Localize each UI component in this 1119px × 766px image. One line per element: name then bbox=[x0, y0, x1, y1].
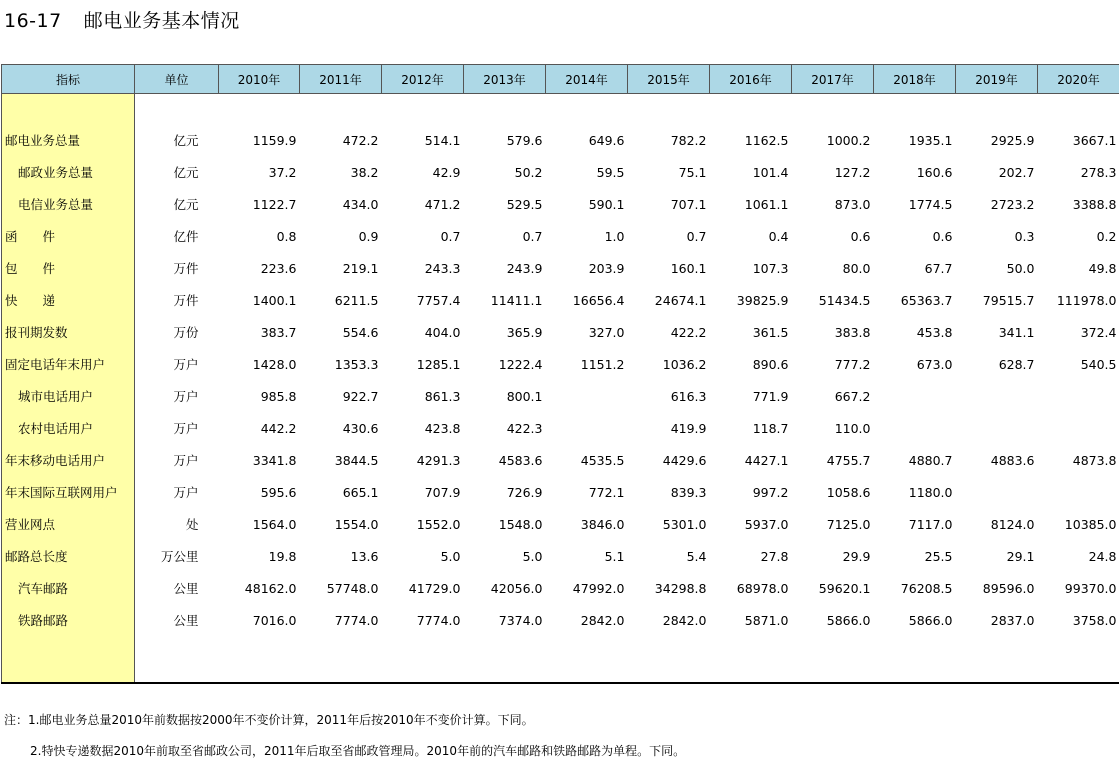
value-cell: 472.2 bbox=[342, 132, 379, 148]
value-cell: 5.0 bbox=[522, 548, 543, 564]
value-cell bbox=[546, 380, 628, 412]
spacer-cell bbox=[628, 94, 710, 125]
value-cell: 1162.5 bbox=[744, 132, 789, 148]
value-cell bbox=[1038, 412, 1119, 444]
value-cell: 5.1 bbox=[604, 548, 625, 564]
value-cell: 65363.7 bbox=[900, 292, 953, 308]
unit-cell: 万公里 bbox=[160, 549, 199, 564]
value-cell: 383.8 bbox=[834, 324, 871, 340]
value-cell: 38.2 bbox=[350, 164, 379, 180]
value-cell: 782.2 bbox=[670, 132, 707, 148]
spacer-row bbox=[2, 636, 1119, 683]
value-cell: 10385.0 bbox=[1064, 516, 1117, 532]
value-cell: 1036.2 bbox=[662, 356, 707, 372]
value-cell: 4429.6 bbox=[662, 452, 707, 468]
value-cell: 3341.8 bbox=[252, 452, 297, 468]
value-cell: 7374.0 bbox=[498, 612, 543, 628]
value-cell: 1548.0 bbox=[498, 516, 543, 532]
indicator-cell: 农村电话用户 bbox=[2, 412, 135, 444]
value-cell: 6211.5 bbox=[334, 292, 379, 308]
value-cell: 0.8 bbox=[276, 228, 297, 244]
spacer-cell bbox=[710, 636, 792, 683]
value-cell: 243.9 bbox=[506, 260, 543, 276]
value-cell: 80.0 bbox=[842, 260, 871, 276]
value-cell: 1552.0 bbox=[416, 516, 461, 532]
value-cell: 110.0 bbox=[834, 420, 871, 436]
spacer-cell bbox=[382, 636, 464, 683]
spacer-cell bbox=[792, 636, 874, 683]
value-cell: 7774.0 bbox=[334, 612, 379, 628]
value-cell: 57748.0 bbox=[326, 580, 379, 596]
spacer-cell bbox=[2, 94, 135, 125]
spacer-cell bbox=[956, 636, 1038, 683]
spacer-cell bbox=[2, 636, 135, 683]
value-cell: 1400.1 bbox=[252, 292, 297, 308]
value-cell: 29.1 bbox=[1006, 548, 1035, 564]
value-cell: 19.8 bbox=[268, 548, 297, 564]
value-cell: 628.7 bbox=[998, 356, 1035, 372]
unit-cell: 亿元 bbox=[173, 165, 199, 180]
value-cell: 665.1 bbox=[342, 484, 379, 500]
value-cell: 442.2 bbox=[260, 420, 297, 436]
table-row bbox=[2, 348, 1119, 380]
value-cell: 361.5 bbox=[752, 324, 789, 340]
indicator-cell: 函 件 bbox=[2, 220, 135, 252]
table-row bbox=[2, 476, 1119, 508]
value-cell: 160.1 bbox=[670, 260, 707, 276]
value-cell: 1774.5 bbox=[908, 196, 953, 212]
value-cell: 219.1 bbox=[342, 260, 379, 276]
value-cell: 11411.1 bbox=[490, 292, 543, 308]
value-cell: 616.3 bbox=[670, 388, 707, 404]
value-cell: 4755.7 bbox=[826, 452, 871, 468]
header-year: 2017年 bbox=[792, 65, 874, 94]
indicator-cell: 邮电业务总量 bbox=[2, 124, 135, 156]
spacer-cell bbox=[628, 636, 710, 683]
table-row bbox=[2, 540, 1119, 572]
value-cell: 1122.7 bbox=[252, 196, 297, 212]
value-cell: 5301.0 bbox=[662, 516, 707, 532]
value-cell: 2723.2 bbox=[990, 196, 1035, 212]
value-cell: 777.2 bbox=[834, 356, 871, 372]
value-cell: 1058.6 bbox=[826, 484, 871, 500]
indicator-cell: 包 件 bbox=[2, 252, 135, 284]
spacer-cell bbox=[874, 94, 956, 125]
value-cell: 529.5 bbox=[506, 196, 543, 212]
value-cell: 99370.0 bbox=[1064, 580, 1117, 596]
value-cell: 1222.4 bbox=[498, 356, 543, 372]
value-cell: 453.8 bbox=[916, 324, 953, 340]
indicator-cell: 城市电话用户 bbox=[2, 380, 135, 412]
table-row bbox=[2, 604, 1119, 636]
value-cell: 37.2 bbox=[268, 164, 297, 180]
header-year: 2012年 bbox=[382, 65, 464, 94]
value-cell: 4873.8 bbox=[1072, 452, 1117, 468]
unit-cell: 万户 bbox=[173, 485, 199, 500]
value-cell: 404.0 bbox=[424, 324, 461, 340]
value-cell: 327.0 bbox=[588, 324, 625, 340]
value-cell: 68978.0 bbox=[736, 580, 789, 596]
page-title bbox=[4, 6, 240, 33]
value-cell bbox=[956, 412, 1038, 444]
value-cell: 1000.2 bbox=[826, 132, 871, 148]
spacer-cell bbox=[1038, 94, 1119, 125]
footnote-2: 2.特快专递数据2010年前取至省邮政公司，2011年后取至省邮政管理局。2010年前的汽车邮路和铁路邮路为单程。下同。 bbox=[30, 744, 686, 758]
spacer-cell bbox=[546, 94, 628, 125]
value-cell: 514.1 bbox=[424, 132, 461, 148]
value-cell: 649.6 bbox=[588, 132, 625, 148]
value-cell: 7117.0 bbox=[908, 516, 953, 532]
table-row bbox=[2, 124, 1119, 156]
value-cell: 365.9 bbox=[506, 324, 543, 340]
value-cell: 667.2 bbox=[834, 388, 871, 404]
value-cell: 1564.0 bbox=[252, 516, 297, 532]
value-cell: 1159.9 bbox=[252, 132, 297, 148]
spacer-cell bbox=[219, 636, 300, 683]
value-cell bbox=[874, 412, 956, 444]
value-cell: 540.5 bbox=[1080, 356, 1117, 372]
table-row bbox=[2, 188, 1119, 220]
value-cell: 1180.0 bbox=[908, 484, 953, 500]
value-cell: 8124.0 bbox=[990, 516, 1035, 532]
value-cell: 16656.4 bbox=[572, 292, 625, 308]
value-cell: 3846.0 bbox=[580, 516, 625, 532]
value-cell: 24674.1 bbox=[654, 292, 707, 308]
header-year: 2016年 bbox=[710, 65, 792, 94]
value-cell: 0.7 bbox=[440, 228, 461, 244]
value-cell: 383.7 bbox=[260, 324, 297, 340]
indicator-cell: 年末国际互联网用户 bbox=[2, 476, 135, 508]
value-cell: 4535.5 bbox=[580, 452, 625, 468]
spacer-cell bbox=[464, 636, 546, 683]
value-cell: 27.8 bbox=[760, 548, 789, 564]
indicator-cell: 报刊期发数 bbox=[2, 316, 135, 348]
value-cell: 79515.7 bbox=[982, 292, 1035, 308]
value-cell: 50.2 bbox=[514, 164, 543, 180]
value-cell: 430.6 bbox=[342, 420, 379, 436]
value-cell: 5.0 bbox=[440, 548, 461, 564]
spacer-cell bbox=[300, 94, 382, 125]
value-cell: 0.6 bbox=[932, 228, 953, 244]
indicator-cell: 年末移动电话用户 bbox=[2, 444, 135, 476]
value-cell: 2842.0 bbox=[580, 612, 625, 628]
value-cell: 48162.0 bbox=[244, 580, 297, 596]
value-cell: 29.9 bbox=[842, 548, 871, 564]
spacer-cell bbox=[874, 636, 956, 683]
value-cell: 89596.0 bbox=[982, 580, 1035, 596]
value-cell: 1554.0 bbox=[334, 516, 379, 532]
value-cell: 922.7 bbox=[342, 388, 379, 404]
value-cell: 579.6 bbox=[506, 132, 543, 148]
value-cell: 7016.0 bbox=[252, 612, 297, 628]
value-cell: 771.9 bbox=[752, 388, 789, 404]
unit-cell: 万户 bbox=[173, 453, 199, 468]
indicator-cell: 营业网点 bbox=[2, 508, 135, 540]
value-cell: 422.3 bbox=[506, 420, 543, 436]
table-number: 16-17 bbox=[4, 10, 62, 32]
value-cell: 2842.0 bbox=[662, 612, 707, 628]
value-cell: 34298.8 bbox=[654, 580, 707, 596]
table-body bbox=[2, 94, 1119, 684]
value-cell: 101.4 bbox=[752, 164, 789, 180]
value-cell: 861.3 bbox=[424, 388, 461, 404]
value-cell: 42.9 bbox=[432, 164, 461, 180]
value-cell: 111978.0 bbox=[1056, 292, 1117, 308]
spacer-cell bbox=[1038, 636, 1119, 683]
indicator-cell: 邮政业务总量 bbox=[2, 156, 135, 188]
value-cell: 0.7 bbox=[522, 228, 543, 244]
value-cell: 3844.5 bbox=[334, 452, 379, 468]
header-year: 2015年 bbox=[628, 65, 710, 94]
value-cell: 0.6 bbox=[850, 228, 871, 244]
unit-cell: 万份 bbox=[173, 325, 199, 340]
value-cell: 985.8 bbox=[260, 388, 297, 404]
indicator-cell: 电信业务总量 bbox=[2, 188, 135, 220]
value-cell bbox=[1038, 476, 1119, 508]
value-cell: 772.1 bbox=[588, 484, 625, 500]
value-cell: 2925.9 bbox=[990, 132, 1035, 148]
value-cell: 3667.1 bbox=[1072, 132, 1117, 148]
spacer-cell bbox=[382, 94, 464, 125]
unit-cell: 亿件 bbox=[173, 229, 199, 244]
table-row bbox=[2, 284, 1119, 316]
value-cell: 243.3 bbox=[424, 260, 461, 276]
footnote-1: 注：1.邮电业务总量2010年前数据按2000年不变价计算，2011年后按2010年不变价计算。下同。 bbox=[4, 713, 534, 727]
value-cell: 2837.0 bbox=[990, 612, 1035, 628]
unit-cell: 公里 bbox=[173, 613, 199, 628]
header-row bbox=[2, 65, 1119, 94]
unit-cell: 亿元 bbox=[173, 197, 199, 212]
value-cell: 202.7 bbox=[998, 164, 1035, 180]
value-cell: 1151.2 bbox=[580, 356, 625, 372]
value-cell: 59.5 bbox=[596, 164, 625, 180]
value-cell: 726.9 bbox=[506, 484, 543, 500]
data-table bbox=[1, 64, 1119, 684]
value-cell: 203.9 bbox=[588, 260, 625, 276]
value-cell: 707.1 bbox=[670, 196, 707, 212]
table-row bbox=[2, 508, 1119, 540]
header-year: 2014年 bbox=[546, 65, 628, 94]
table-row bbox=[2, 156, 1119, 188]
value-cell: 7757.4 bbox=[416, 292, 461, 308]
spacer-cell bbox=[135, 94, 219, 125]
value-cell: 1285.1 bbox=[416, 356, 461, 372]
value-cell: 0.7 bbox=[686, 228, 707, 244]
value-cell bbox=[546, 412, 628, 444]
indicator-cell: 铁路邮路 bbox=[2, 604, 135, 636]
table-row bbox=[2, 412, 1119, 444]
unit-cell: 万件 bbox=[173, 293, 199, 308]
value-cell: 223.6 bbox=[260, 260, 297, 276]
value-cell: 673.0 bbox=[916, 356, 953, 372]
table-row bbox=[2, 444, 1119, 476]
header-year: 2013年 bbox=[464, 65, 546, 94]
header-year: 2020年 bbox=[1038, 65, 1119, 94]
value-cell: 800.1 bbox=[506, 388, 543, 404]
value-cell: 554.6 bbox=[342, 324, 379, 340]
value-cell: 423.8 bbox=[424, 420, 461, 436]
value-cell: 76208.5 bbox=[900, 580, 953, 596]
spacer-cell bbox=[464, 94, 546, 125]
spacer-cell bbox=[300, 636, 382, 683]
value-cell: 1428.0 bbox=[252, 356, 297, 372]
spacer-cell bbox=[219, 94, 300, 125]
value-cell: 41729.0 bbox=[408, 580, 461, 596]
value-cell: 49.8 bbox=[1088, 260, 1117, 276]
value-cell: 1061.1 bbox=[744, 196, 789, 212]
value-cell: 47992.0 bbox=[572, 580, 625, 596]
unit-cell: 亿元 bbox=[173, 133, 199, 148]
value-cell: 13.6 bbox=[350, 548, 379, 564]
value-cell: 4880.7 bbox=[908, 452, 953, 468]
indicator-cell: 快 递 bbox=[2, 284, 135, 316]
value-cell: 4883.6 bbox=[990, 452, 1035, 468]
header-year: 2011年 bbox=[300, 65, 382, 94]
value-cell: 595.6 bbox=[260, 484, 297, 500]
value-cell: 997.2 bbox=[752, 484, 789, 500]
header-year: 2010年 bbox=[219, 65, 300, 94]
value-cell: 0.9 bbox=[358, 228, 379, 244]
value-cell: 5866.0 bbox=[908, 612, 953, 628]
value-cell: 59620.1 bbox=[818, 580, 871, 596]
spacer-cell bbox=[710, 94, 792, 125]
value-cell: 341.1 bbox=[998, 324, 1035, 340]
header-unit: 单位 bbox=[135, 65, 219, 94]
unit-cell: 万件 bbox=[173, 261, 199, 276]
header-year: 2019年 bbox=[956, 65, 1038, 94]
unit-cell: 处 bbox=[185, 517, 199, 532]
spacer-row bbox=[2, 94, 1119, 125]
value-cell: 51434.5 bbox=[818, 292, 871, 308]
value-cell: 3758.0 bbox=[1072, 612, 1117, 628]
value-cell: 42056.0 bbox=[490, 580, 543, 596]
value-cell: 5871.0 bbox=[744, 612, 789, 628]
value-cell: 118.7 bbox=[752, 420, 789, 436]
value-cell: 707.9 bbox=[424, 484, 461, 500]
value-cell: 4291.3 bbox=[416, 452, 461, 468]
value-cell: 1353.3 bbox=[334, 356, 379, 372]
value-cell: 419.9 bbox=[670, 420, 707, 436]
value-cell: 7125.0 bbox=[826, 516, 871, 532]
value-cell: 127.2 bbox=[834, 164, 871, 180]
value-cell: 0.3 bbox=[1014, 228, 1035, 244]
value-cell: 4427.1 bbox=[744, 452, 789, 468]
value-cell: 5.4 bbox=[686, 548, 707, 564]
value-cell: 434.0 bbox=[342, 196, 379, 212]
value-cell: 5866.0 bbox=[826, 612, 871, 628]
value-cell bbox=[874, 380, 956, 412]
spacer-cell bbox=[135, 636, 219, 683]
value-cell: 39825.9 bbox=[736, 292, 789, 308]
unit-cell: 万户 bbox=[173, 421, 199, 436]
value-cell: 839.3 bbox=[670, 484, 707, 500]
value-cell: 25.5 bbox=[924, 548, 953, 564]
value-cell bbox=[1038, 380, 1119, 412]
value-cell: 873.0 bbox=[834, 196, 871, 212]
indicator-cell: 固定电话年末用户 bbox=[2, 348, 135, 380]
header-indicator: 指标 bbox=[2, 65, 135, 94]
value-cell: 5937.0 bbox=[744, 516, 789, 532]
spacer-cell bbox=[546, 636, 628, 683]
table-row bbox=[2, 572, 1119, 604]
value-cell: 160.6 bbox=[916, 164, 953, 180]
value-cell: 75.1 bbox=[678, 164, 707, 180]
spacer-cell bbox=[792, 94, 874, 125]
value-cell: 422.2 bbox=[670, 324, 707, 340]
value-cell: 0.4 bbox=[768, 228, 789, 244]
value-cell: 890.6 bbox=[752, 356, 789, 372]
value-cell bbox=[956, 380, 1038, 412]
spacer-cell bbox=[956, 94, 1038, 125]
value-cell: 1.0 bbox=[604, 228, 625, 244]
value-cell: 1935.1 bbox=[908, 132, 953, 148]
value-cell: 3388.8 bbox=[1072, 196, 1117, 212]
value-cell: 372.4 bbox=[1080, 324, 1117, 340]
value-cell: 67.7 bbox=[924, 260, 953, 276]
value-cell: 0.2 bbox=[1096, 228, 1117, 244]
table-row bbox=[2, 316, 1119, 348]
value-cell: 471.2 bbox=[424, 196, 461, 212]
unit-cell: 公里 bbox=[173, 581, 199, 596]
indicator-cell: 邮路总长度 bbox=[2, 540, 135, 572]
value-cell bbox=[956, 476, 1038, 508]
unit-cell: 万户 bbox=[173, 389, 199, 404]
value-cell: 24.8 bbox=[1088, 548, 1117, 564]
value-cell: 107.3 bbox=[752, 260, 789, 276]
table-row bbox=[2, 220, 1119, 252]
value-cell: 7774.0 bbox=[416, 612, 461, 628]
value-cell: 50.0 bbox=[1006, 260, 1035, 276]
value-cell: 4583.6 bbox=[498, 452, 543, 468]
table-row bbox=[2, 380, 1119, 412]
header-year: 2018年 bbox=[874, 65, 956, 94]
indicator-cell: 汽车邮路 bbox=[2, 572, 135, 604]
table-row bbox=[2, 252, 1119, 284]
unit-cell: 万户 bbox=[173, 357, 199, 372]
value-cell: 278.3 bbox=[1080, 164, 1117, 180]
value-cell: 590.1 bbox=[588, 196, 625, 212]
table-title: 邮电业务基本情况 bbox=[83, 10, 240, 32]
